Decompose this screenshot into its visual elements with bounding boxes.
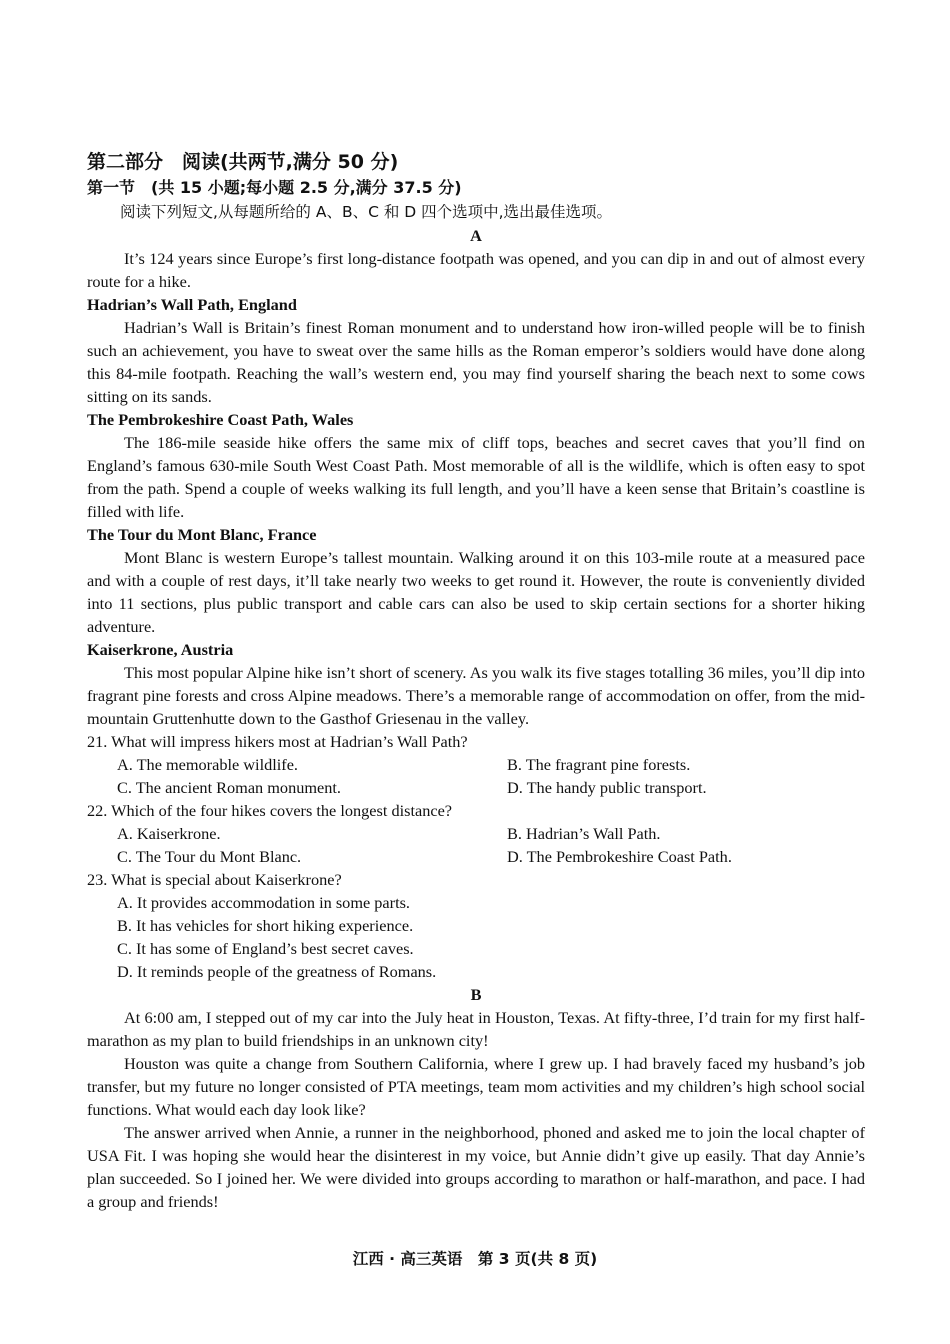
section-heading-hadrian: Hadrian’s Wall Path, England	[87, 295, 297, 314]
section-text-hadrian: Hadrian’s Wall is Britain’s finest Roman monument and to understand how iron-willed people will be to finish such an achievement, you have to sweat over the same hills as the Roman emperor’s soldiers would have done along this 84-mile footpath. Reaching the wall’s western end, you may find yourself sharing the beach next to some cows sitting on its sands.	[87, 318, 865, 406]
question-21-option-b: B. The fragrant pine forests.	[507, 755, 691, 774]
section-text-pembrokeshire: The 186-mile seaside hike offers the same mix of cliff tops, beaches and secret caves that you’ll find on England’s famous 630-mile South West Coast Path. Most memorable of all is the wildlife, which is often easy to spot from the path. Spend a couple of weeks walking its full length, and you’ll have a keen sense that Britain’s coastline is filled with life.	[87, 433, 865, 521]
question-21-option-d: D. The handy public transport.	[507, 778, 707, 797]
question-23-option-b: B. It has vehicles for short hiking experience.	[117, 916, 414, 935]
passage-b-label: B	[470, 985, 482, 1004]
question-22-option-a: A. Kaiserkrone.	[117, 824, 221, 843]
section-heading-pembrokeshire: The Pembrokeshire Coast Path, Wales	[87, 410, 354, 429]
question-23-option-c: C. It has some of England’s best secret caves.	[117, 939, 414, 958]
instruction: 阅读下列短文,从每题所给的 A、B、C 和 D 四个选项中,选出最佳选项。	[120, 203, 613, 221]
subsection-title: 第一节 (共 15 小题;每小题 2.5 分,满分 37.5 分)	[87, 178, 462, 197]
page-footer: 江西 · 高三英语 第 3 页(共 8 页)	[352, 1250, 598, 1268]
question-23-options	[87, 891, 865, 983]
question-21-stem: 21. What will impress hikers most at Hadrian’s Wall Path?	[87, 732, 468, 751]
section-heading-kaiserkrone: Kaiserkrone, Austria	[87, 640, 234, 659]
question-22-option-c: C. The Tour du Mont Blanc.	[117, 847, 302, 866]
passage-a-intro: It’s 124 years since Europe’s first long-distance footpath was opened, and you can dip in and out of almost every route for a hike.	[87, 249, 865, 291]
part-title: 第二部分 阅读(共两节,满分 50 分)	[87, 151, 399, 173]
section-text-mont-blanc: Mont Blanc is western Europe’s tallest mountain. Walking around it on this 103-mile route at a measured pace and with a couple of rest days, it’ll take nearly two weeks to get round it. However, the route is conveniently divided into 11 sections, plus public transport and cable cars can also be used to skip certain sections for a shorter hiking adventure.	[87, 548, 865, 636]
section-text-kaiserkrone: This most popular Alpine hike isn’t short of scenery. As you walk its five stages totalling 36 miles, you’ll dip into fragrant pine forests and cross Alpine meadows. There’s a memorable range of accommodation on offer, from the mid-mountain Gruttenhutte down to the Gasthof Griesenau in the valley.	[87, 663, 865, 728]
question-23-stem: 23. What is special about Kaiserkrone?	[87, 870, 342, 889]
passage-b-paragraph-3: The answer arrived when Annie, a runner in the neighborhood, phoned and asked me to join the local chapter of USA Fit. I was hoping she would hear the disinterest in my voice, but Annie didn’t give up easily. That day Annie’s plan succeeded. So I joined her. We were divided into groups according to marathon or half-marathon, and pace. I had a group and friends!	[87, 1123, 865, 1211]
passage-b-paragraph-2: Houston was quite a change from Southern California, where I grew up. I had bravely faced my husband’s job transfer, but my future no longer consisted of PTA meetings, team mom activities and my children’s high school social functions. What would each day look like?	[87, 1054, 865, 1119]
exam-page	[87, 148, 865, 1213]
question-23-option-d: D. It reminds people of the greatness of Romans.	[117, 962, 437, 981]
question-23-option-a: A. It provides accommodation in some parts.	[117, 893, 410, 912]
question-22-options	[87, 822, 865, 868]
question-21-option-a: A. The memorable wildlife.	[117, 755, 299, 774]
passage-a-label: A	[470, 226, 482, 245]
passage-b-paragraph-1: At 6:00 am, I stepped out of my car into the July heat in Houston, Texas. At fifty-three, I’d train for my first half-marathon as my plan to build friendships in an unknown city!	[87, 1008, 865, 1050]
section-heading-mont-blanc: The Tour du Mont Blanc, France	[87, 525, 317, 544]
question-22-stem: 22. Which of the four hikes covers the longest distance?	[87, 801, 453, 820]
question-22-option-d: D. The Pembrokeshire Coast Path.	[507, 847, 732, 866]
question-22-option-b: B. Hadrian’s Wall Path.	[507, 824, 661, 843]
question-21-options	[87, 753, 865, 799]
question-21-option-c: C. The ancient Roman monument.	[117, 778, 341, 797]
